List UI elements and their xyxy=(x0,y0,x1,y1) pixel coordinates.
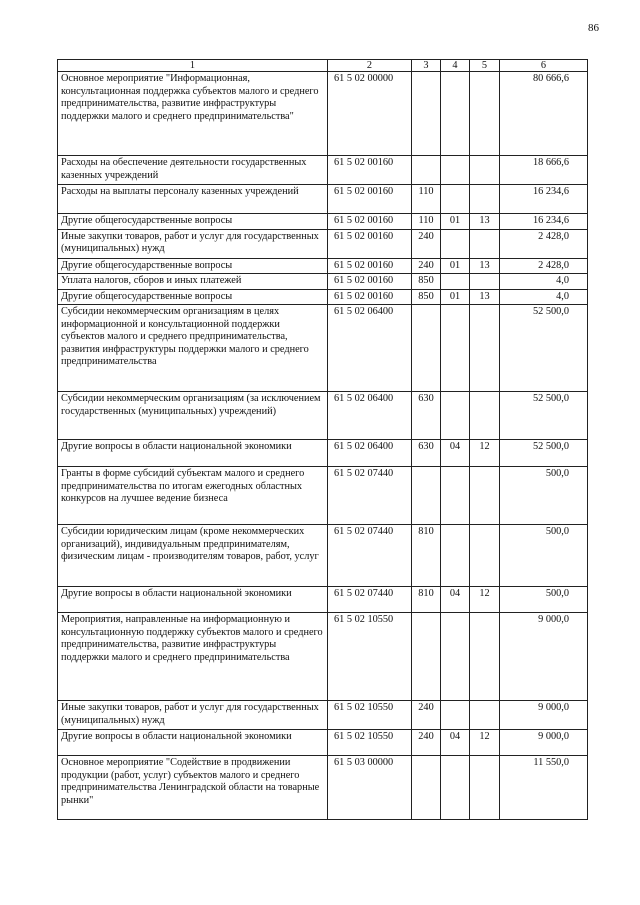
row-code: 61 5 02 00160 xyxy=(328,289,412,305)
row-code: 61 5 02 07440 xyxy=(328,467,412,525)
row-code: 61 5 02 00160 xyxy=(328,274,412,290)
row-code: 61 5 02 00160 xyxy=(328,156,412,185)
table-row xyxy=(58,392,588,440)
row-vr xyxy=(412,305,441,392)
row-sum: 500,0 xyxy=(500,587,588,613)
row-sum: 500,0 xyxy=(500,525,588,587)
row-code: 61 5 02 00160 xyxy=(328,258,412,274)
row-code: 61 5 02 00160 xyxy=(328,229,412,258)
row-pr: 13 xyxy=(470,214,500,230)
row-pr: 12 xyxy=(470,440,500,467)
row-pr xyxy=(470,72,500,156)
row-name: Основное мероприятие "Информационная, консультационная поддержка субъектов малого и среднего предпринимательства, развитие инфраструктуры поддержки малого и среднего предпринимательства" xyxy=(58,72,328,156)
row-vr xyxy=(412,72,441,156)
row-name: Иные закупки товаров, работ и услуг для государственных (муниципальных) нужд xyxy=(58,701,328,730)
row-code: 61 5 02 07440 xyxy=(328,525,412,587)
budget-table xyxy=(57,59,588,820)
table-row xyxy=(58,72,588,156)
row-pr xyxy=(470,525,500,587)
table-row xyxy=(58,258,588,274)
row-pr xyxy=(470,756,500,820)
row-rz: 04 xyxy=(441,730,470,756)
table-row xyxy=(58,289,588,305)
table-row xyxy=(58,305,588,392)
row-sum: 16 234,6 xyxy=(500,185,588,214)
row-rz: 04 xyxy=(441,440,470,467)
row-pr: 13 xyxy=(470,289,500,305)
row-vr: 240 xyxy=(412,730,441,756)
row-code: 61 5 02 06400 xyxy=(328,440,412,467)
column-header: 4 xyxy=(441,60,470,72)
table-row xyxy=(58,440,588,467)
row-name: Другие общегосударственные вопросы xyxy=(58,214,328,230)
row-sum: 52 500,0 xyxy=(500,440,588,467)
row-pr xyxy=(470,156,500,185)
row-sum: 52 500,0 xyxy=(500,305,588,392)
row-sum: 4,0 xyxy=(500,274,588,290)
table-header-row xyxy=(58,60,588,72)
row-code: 61 5 02 10550 xyxy=(328,730,412,756)
row-name: Субсидии некоммерческим организациям в целях информационной и консультационной поддержки субъектов малого и среднего предпринимательства, развития инфраструктуры поддержки малого и среднего предпринимательства xyxy=(58,305,328,392)
row-rz xyxy=(441,613,470,701)
row-vr: 240 xyxy=(412,229,441,258)
row-code: 61 5 03 00000 xyxy=(328,756,412,820)
row-sum: 18 666,6 xyxy=(500,156,588,185)
row-code: 61 5 02 06400 xyxy=(328,305,412,392)
row-sum: 9 000,0 xyxy=(500,730,588,756)
table-row xyxy=(58,730,588,756)
row-name: Субсидии некоммерческим организациям (за исключением государственных (муниципальных) учреждений) xyxy=(58,392,328,440)
table-row xyxy=(58,701,588,730)
row-rz xyxy=(441,392,470,440)
row-rz xyxy=(441,185,470,214)
row-vr xyxy=(412,156,441,185)
row-name: Другие общегосударственные вопросы xyxy=(58,289,328,305)
row-code: 61 5 02 10550 xyxy=(328,701,412,730)
table-row xyxy=(58,185,588,214)
row-sum: 11 550,0 xyxy=(500,756,588,820)
table-row xyxy=(58,229,588,258)
row-vr: 810 xyxy=(412,587,441,613)
table-row xyxy=(58,613,588,701)
table-row xyxy=(58,214,588,230)
row-name: Другие вопросы в области национальной экономики xyxy=(58,440,328,467)
row-sum: 52 500,0 xyxy=(500,392,588,440)
row-pr xyxy=(470,185,500,214)
row-pr xyxy=(470,392,500,440)
row-sum: 4,0 xyxy=(500,289,588,305)
row-vr: 630 xyxy=(412,392,441,440)
row-rz xyxy=(441,701,470,730)
row-vr xyxy=(412,756,441,820)
row-name: Иные закупки товаров, работ и услуг для государственных (муниципальных) нужд xyxy=(58,229,328,258)
row-sum: 16 234,6 xyxy=(500,214,588,230)
table-row xyxy=(58,587,588,613)
row-rz xyxy=(441,756,470,820)
column-header: 6 xyxy=(500,60,588,72)
row-name: Другие вопросы в области национальной экономики xyxy=(58,730,328,756)
row-pr xyxy=(470,274,500,290)
row-vr: 240 xyxy=(412,258,441,274)
row-code: 61 5 02 00160 xyxy=(328,214,412,230)
column-header: 5 xyxy=(470,60,500,72)
row-rz xyxy=(441,229,470,258)
row-vr: 240 xyxy=(412,701,441,730)
row-rz xyxy=(441,467,470,525)
row-rz: 01 xyxy=(441,214,470,230)
row-name: Расходы на обеспечение деятельности государственных казенных учреждений xyxy=(58,156,328,185)
row-pr: 12 xyxy=(470,587,500,613)
row-name: Расходы на выплаты персоналу казенных учреждений xyxy=(58,185,328,214)
row-vr xyxy=(412,613,441,701)
row-rz xyxy=(441,156,470,185)
row-pr xyxy=(470,613,500,701)
row-name: Субсидии юридическим лицам (кроме некоммерческих организаций), индивидуальным предпринимателям, физическим лицам - производителям товаров, работ, услуг xyxy=(58,525,328,587)
row-rz: 04 xyxy=(441,587,470,613)
row-pr: 13 xyxy=(470,258,500,274)
row-rz: 01 xyxy=(441,258,470,274)
row-name: Другие вопросы в области национальной экономики xyxy=(58,587,328,613)
row-code: 61 5 02 10550 xyxy=(328,613,412,701)
row-vr: 850 xyxy=(412,289,441,305)
row-vr: 110 xyxy=(412,185,441,214)
row-code: 61 5 02 00000 xyxy=(328,72,412,156)
row-sum: 2 428,0 xyxy=(500,258,588,274)
row-rz: 01 xyxy=(441,289,470,305)
row-sum: 9 000,0 xyxy=(500,701,588,730)
row-code: 61 5 02 07440 xyxy=(328,587,412,613)
row-name: Другие общегосударственные вопросы xyxy=(58,258,328,274)
row-rz xyxy=(441,305,470,392)
row-pr: 12 xyxy=(470,730,500,756)
row-vr: 850 xyxy=(412,274,441,290)
row-name: Гранты в форме субсидий субъектам малого и среднего предпринимательства по итогам ежегодных областных конкурсов на лучшее ведение бизнеса xyxy=(58,467,328,525)
row-rz xyxy=(441,525,470,587)
table-row xyxy=(58,467,588,525)
row-pr xyxy=(470,229,500,258)
row-rz xyxy=(441,274,470,290)
row-pr xyxy=(470,467,500,525)
table-row xyxy=(58,274,588,290)
row-name: Уплата налогов, сборов и иных платежей xyxy=(58,274,328,290)
column-header: 2 xyxy=(328,60,412,72)
column-header: 3 xyxy=(412,60,441,72)
row-rz xyxy=(441,72,470,156)
row-sum: 9 000,0 xyxy=(500,613,588,701)
row-vr: 630 xyxy=(412,440,441,467)
column-header: 1 xyxy=(58,60,328,72)
row-vr xyxy=(412,467,441,525)
row-pr xyxy=(470,701,500,730)
page-number: 86 xyxy=(588,22,599,34)
row-pr xyxy=(470,305,500,392)
row-code: 61 5 02 00160 xyxy=(328,185,412,214)
table-row xyxy=(58,756,588,820)
row-code: 61 5 02 06400 xyxy=(328,392,412,440)
table-row xyxy=(58,156,588,185)
table-row xyxy=(58,525,588,587)
row-name: Основное мероприятие "Содействие в продвижении продукции (работ, услуг) субъектов малого и среднего предпринимательства Ленинградской области на товарные рынки" xyxy=(58,756,328,820)
row-name: Мероприятия, направленные на информационную и консультационную поддержку субъектов малого и среднего предпринимательства, развитие инфраструктуры поддержки малого и среднего предпринимательства xyxy=(58,613,328,701)
row-sum: 80 666,6 xyxy=(500,72,588,156)
row-sum: 2 428,0 xyxy=(500,229,588,258)
row-vr: 110 xyxy=(412,214,441,230)
row-sum: 500,0 xyxy=(500,467,588,525)
row-vr: 810 xyxy=(412,525,441,587)
